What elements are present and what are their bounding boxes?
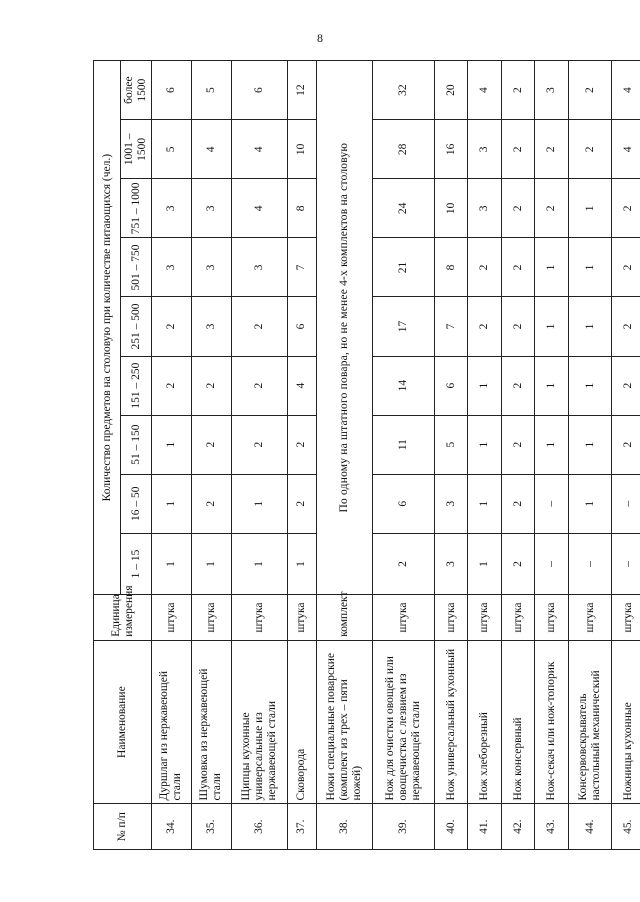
row-value: 2 <box>288 474 316 533</box>
row-unit: штука <box>501 595 534 641</box>
row-value: – <box>535 474 568 533</box>
row-value: 28 <box>373 120 435 179</box>
row-value: 1 <box>288 533 316 595</box>
row-value: 20 <box>434 61 467 120</box>
row-name: Нож для очистки овощей или овощечистка с лезвием из нержавеющей стали <box>373 640 435 804</box>
row-value: 3 <box>468 179 501 238</box>
row-value: 2 <box>191 474 231 533</box>
row-name: Консервовскрыватель настольный механический <box>568 640 612 804</box>
row-value: 3 <box>468 120 501 179</box>
row-value: 2 <box>501 179 534 238</box>
row-value: 2 <box>535 179 568 238</box>
row-value: 2 <box>501 356 534 415</box>
row-unit: штука <box>612 595 640 641</box>
header-range: 501 – 750 <box>121 238 152 297</box>
row-value: 2 <box>152 297 192 356</box>
row-value: 2 <box>535 120 568 179</box>
row-value: 4 <box>468 61 501 120</box>
table-row <box>434 61 467 850</box>
row-value: 2 <box>612 179 640 238</box>
row-number: 35. <box>191 804 231 850</box>
row-unit: штука <box>152 595 192 641</box>
row-value: 3 <box>152 179 192 238</box>
row-value: 7 <box>288 238 316 297</box>
row-value: 2 <box>191 415 231 474</box>
header-range: 1001 – 1500 <box>121 120 152 179</box>
row-value: 1 <box>568 474 612 533</box>
row-value: 2 <box>501 297 534 356</box>
row-value: 1 <box>152 533 192 595</box>
row-unit: штука <box>434 595 467 641</box>
table-row <box>468 61 501 850</box>
row-value: 2 <box>501 415 534 474</box>
row-name: Дуршлаг из нержавеющей стали <box>152 640 192 804</box>
row-unit: комплект <box>316 595 373 641</box>
header-name: Наименование <box>94 640 152 804</box>
row-value: 4 <box>231 179 288 238</box>
row-value: 1 <box>468 356 501 415</box>
row-value: 6 <box>288 297 316 356</box>
row-value: 1 <box>568 356 612 415</box>
row-value: 7 <box>434 297 467 356</box>
row-value: 2 <box>231 356 288 415</box>
row-value: 3 <box>191 297 231 356</box>
row-value: 5 <box>434 415 467 474</box>
row-number: 42. <box>501 804 534 850</box>
row-value: 2 <box>568 120 612 179</box>
row-name: Нож универсальный кухонный <box>434 640 467 804</box>
row-value: 8 <box>434 238 467 297</box>
row-value: 1 <box>468 415 501 474</box>
row-value: 1 <box>535 415 568 474</box>
row-value: 2 <box>231 415 288 474</box>
row-value: 2 <box>501 61 534 120</box>
row-value: 1 <box>535 297 568 356</box>
row-value: 1 <box>468 533 501 595</box>
row-name: Ножи специальные поварские (комплект из трех – пяти ножей) <box>316 640 373 804</box>
row-unit: штука <box>373 595 435 641</box>
row-value: 1 <box>152 474 192 533</box>
header-range: более 1500 <box>121 61 152 120</box>
header-range: 151 – 250 <box>121 356 152 415</box>
header-range: 16 – 50 <box>121 474 152 533</box>
header-range: 1 – 15 <box>121 533 152 595</box>
row-value: 32 <box>373 61 435 120</box>
row-value: 1 <box>568 238 612 297</box>
row-value: 6 <box>152 61 192 120</box>
row-name: Ножницы кухонные <box>612 640 640 804</box>
row-value: 2 <box>612 297 640 356</box>
row-value: 2 <box>373 533 435 595</box>
row-value: – <box>535 533 568 595</box>
table-row <box>288 61 316 850</box>
row-value: 1 <box>535 238 568 297</box>
row-value: 10 <box>288 120 316 179</box>
row-value: 3 <box>231 238 288 297</box>
row-value: 4 <box>231 120 288 179</box>
row-value: 2 <box>501 533 534 595</box>
row-value: 3 <box>434 533 467 595</box>
table-row <box>373 61 435 850</box>
row-value: 3 <box>191 179 231 238</box>
row-number: 38. <box>316 804 373 850</box>
row-value: 21 <box>373 238 435 297</box>
row-number: 43. <box>535 804 568 850</box>
row-value: 24 <box>373 179 435 238</box>
row-value: 17 <box>373 297 435 356</box>
row-value: 3 <box>152 238 192 297</box>
row-number: 40. <box>434 804 467 850</box>
row-unit: штука <box>231 595 288 641</box>
row-unit: штука <box>288 595 316 641</box>
row-value: 2 <box>468 238 501 297</box>
row-value: 1 <box>568 179 612 238</box>
row-value: 4 <box>191 120 231 179</box>
row-value: 8 <box>288 179 316 238</box>
row-value: 1 <box>568 297 612 356</box>
row-value: 2 <box>501 238 534 297</box>
row-number: 34. <box>152 804 192 850</box>
row-unit: штука <box>468 595 501 641</box>
row-number: 41. <box>468 804 501 850</box>
table-row <box>316 61 373 850</box>
row-value: 3 <box>191 238 231 297</box>
row-value: 6 <box>231 61 288 120</box>
row-value: 10 <box>434 179 467 238</box>
header-range: 251 – 500 <box>121 297 152 356</box>
row-unit: штука <box>568 595 612 641</box>
row-value: 2 <box>612 356 640 415</box>
row-value: 4 <box>612 61 640 120</box>
row-merged-note: По одному на штатного повара, но не менее 4-х комплектов на столовую <box>316 61 373 595</box>
header-unit: Единица измерения <box>94 595 152 641</box>
row-value: 12 <box>288 61 316 120</box>
row-value: – <box>612 533 640 595</box>
row-number: 44. <box>568 804 612 850</box>
row-number: 36. <box>231 804 288 850</box>
row-value: 4 <box>612 120 640 179</box>
row-name: Нож консервный <box>501 640 534 804</box>
row-number: 39. <box>373 804 435 850</box>
row-value: 2 <box>231 297 288 356</box>
row-value: – <box>612 474 640 533</box>
table-row <box>152 61 192 850</box>
row-value: 1 <box>152 415 192 474</box>
table-row <box>568 61 612 850</box>
table-row <box>191 61 231 850</box>
row-number: 37. <box>288 804 316 850</box>
row-value: 5 <box>191 61 231 120</box>
row-value: – <box>568 533 612 595</box>
row-value: 2 <box>501 474 534 533</box>
row-value: 1 <box>231 533 288 595</box>
row-name: Нож хлеборезный <box>468 640 501 804</box>
header-range: 751 – 1000 <box>121 179 152 238</box>
row-unit: штука <box>191 595 231 641</box>
row-name: Щипцы кухонные универсальные из нержавеющей стали <box>231 640 288 804</box>
header-range: 51 – 150 <box>121 415 152 474</box>
row-value: 2 <box>152 356 192 415</box>
table-wrapper <box>93 60 640 850</box>
header-group: Количество предметов на столовую при количестве питающихся (чел.) <box>94 61 121 595</box>
row-value: 6 <box>434 356 467 415</box>
row-value: 16 <box>434 120 467 179</box>
row-value: 2 <box>568 61 612 120</box>
row-value: 11 <box>373 415 435 474</box>
row-value: 6 <box>373 474 435 533</box>
row-value: 2 <box>612 415 640 474</box>
row-name: Шумовка из нержавеющей стали <box>191 640 231 804</box>
row-unit: штука <box>535 595 568 641</box>
table-row <box>535 61 568 850</box>
row-value: 1 <box>568 415 612 474</box>
row-value: 14 <box>373 356 435 415</box>
table-row <box>612 61 640 850</box>
row-value: 3 <box>434 474 467 533</box>
row-value: 4 <box>288 356 316 415</box>
table-row <box>501 61 534 850</box>
row-value: 5 <box>152 120 192 179</box>
row-number: 45. <box>612 804 640 850</box>
rotated-table-container <box>93 60 640 850</box>
row-value: 3 <box>535 61 568 120</box>
row-value: 2 <box>501 120 534 179</box>
header-num: № п/п <box>94 804 152 850</box>
row-value: 2 <box>191 356 231 415</box>
table-row <box>231 61 288 850</box>
row-value: 1 <box>535 356 568 415</box>
row-value: 1 <box>231 474 288 533</box>
page-number: 8 <box>317 31 323 45</box>
row-value: 1 <box>191 533 231 595</box>
row-value: 2 <box>468 297 501 356</box>
equipment-table <box>93 60 640 850</box>
row-name: Нож-секач или нож-топорик <box>535 640 568 804</box>
row-name: Сковорода <box>288 640 316 804</box>
row-value: 2 <box>612 238 640 297</box>
row-value: 2 <box>288 415 316 474</box>
row-value: 1 <box>468 474 501 533</box>
